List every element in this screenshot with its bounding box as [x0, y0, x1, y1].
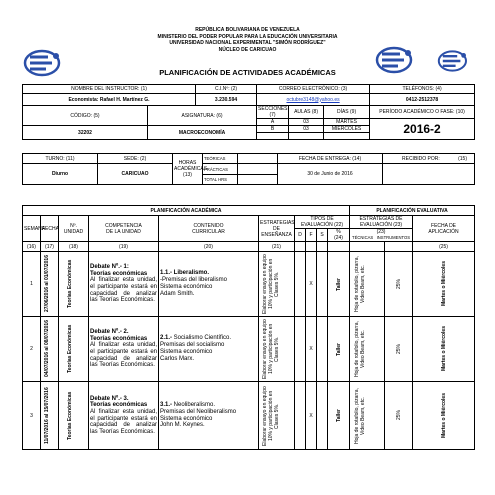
room-a: 03 — [289, 119, 324, 126]
eval-technique: Taller — [335, 342, 342, 356]
instructor-label: NOMBRE DEL INSTRUCTOR: (1) — [23, 85, 196, 94]
num-21: (21) — [259, 242, 295, 252]
col-cont-line-2: CURRICULAR — [192, 228, 225, 235]
content-line-4: Carlos Marx. — [160, 355, 195, 362]
email-label: CORREO ELECTRÓNICO: (3) — [257, 85, 370, 94]
application-date: Martes o Miércoles — [440, 392, 447, 439]
col-fapl-line-2: APLICACIÓN — [428, 228, 459, 235]
teaching-strategy: Elaborar ensayo en equipo 10% y participación en Clases 5%. — [261, 385, 280, 446]
col-semana: SEMANA — [23, 216, 41, 242]
eval-percentage: 25% — [395, 343, 402, 354]
content-line-2: -Premisas del liberalismo — [160, 277, 228, 284]
week-number: 2 — [23, 317, 41, 382]
col-s: S — [317, 229, 328, 242]
teaching-strategy: Elaborar ensayo en equipo 10% y participación en Clases 5%. — [261, 254, 280, 314]
num-16: (16) — [23, 242, 41, 252]
period-label: PERÍODO ACADÉMICO O FASE: (10) — [370, 106, 475, 119]
unit-name: Teorías Económicas — [66, 324, 73, 374]
num-19: (19) — [89, 242, 159, 252]
col-estrategias-evaluacion — [350, 216, 413, 229]
eval-technique: Taller — [335, 409, 342, 422]
received-num: (15) — [458, 155, 467, 162]
day-b: MIÉRCOLES — [324, 126, 370, 133]
content-line-2: Premisas del Neoliberalismo — [160, 408, 237, 415]
num-25: (25) — [413, 242, 475, 252]
sections-label: SECCIONES: (7) — [258, 106, 289, 118]
content-title: 2.1.- — [160, 335, 173, 342]
competence-cell — [89, 252, 159, 317]
content-title-rest: Socialismo Científico. — [172, 335, 232, 342]
col-d: D — [295, 229, 306, 242]
room-b: 03 — [289, 126, 324, 133]
col-comp-line-2: DE LA UNIDAD — [106, 228, 141, 235]
col-cont-line-1: CONTENIDO — [193, 222, 224, 229]
content-cell — [159, 317, 259, 382]
col-pct-symbol: % — [336, 229, 341, 235]
academic-planning-header: PLANIFICACIÓN ACADÉMICA — [23, 206, 350, 216]
period-value: 2016-2 — [370, 119, 475, 140]
unit-name: Teorías Económicas — [66, 391, 73, 440]
week-date: 04/07/2016 al 08/07/2016 — [43, 320, 50, 378]
subject-label: ASIGNATURA: (6) — [148, 106, 257, 126]
col-unidad-line-2: UNIDAD — [63, 228, 84, 235]
col-unidad-line-1: Nº. — [70, 222, 77, 229]
code-value: 32202 — [23, 126, 148, 140]
content-line-4: John M. Keynes. — [160, 422, 205, 429]
col-fecha-aplicacion — [413, 216, 475, 242]
page-title: PLANIFICACIÓN DE ACTIVIDADES ACADÉMICAS — [159, 68, 336, 77]
header-line-3: UNIVERSIDAD NACIONAL EXPERIMENTAL "SIMÓN RODRÍGUEZ" — [169, 40, 326, 46]
received-label: RECIBIDO POR: — [402, 155, 440, 162]
eval-instrument: Hoja de rotafolio, pizarra, Video Beam, etc. — [354, 256, 367, 312]
day-a: MARTES — [324, 119, 370, 126]
section-a: A — [257, 119, 289, 126]
col-pct-num: (24) — [334, 235, 343, 241]
received-cell — [383, 154, 475, 164]
ci-value: 3.230.594 — [196, 94, 257, 106]
content-line-3: Sistema económico — [160, 284, 213, 290]
header-line-2: MINISTERIO DEL PODER POPULAR PARA LA EDUCACIÓN UNIVERSITARIA — [157, 33, 338, 40]
debate-title: Debate Nº.- 2. — [90, 329, 129, 336]
evaluation-planning-header: PLANIFICACIÓN EVALUATIVA — [350, 206, 475, 216]
hours-label-line-3: (13) — [183, 172, 192, 178]
content-title: 1.1.- Liberalismo. — [160, 270, 210, 277]
eval-instrument: Hoja de rotafolio, pizarra, Video Beam, etc. — [354, 321, 367, 377]
debate-title: Debate Nº.- 1: — [90, 264, 129, 271]
col-fapl-line-1: FECHA DE — [431, 222, 457, 229]
debate-subtitle: Teorías económicas — [90, 270, 148, 277]
col-estreval-line-2: EVALUACIÓN (23) — [359, 222, 403, 228]
eval-percentage: 25% — [395, 278, 402, 289]
week-number: 1 — [23, 252, 41, 317]
col-tipos-evaluacion — [295, 216, 350, 229]
col-tipos-line-1: TIPOS DE — [310, 216, 334, 222]
site-label: SEDE: (2) — [98, 154, 173, 164]
num-20: (20) — [159, 242, 259, 252]
debate-text: Al finalizar esta unidad, el participante estará en capacidad de analizar las Teorías Económicas. — [90, 342, 157, 369]
hours-label-line-2: ACADÉMICAS — [174, 166, 208, 172]
week-date: 27/06/2016 al 01/07/2016 — [43, 255, 50, 313]
debate-text: Al finalizar esta unidad, el participante estará en capacidad de analizar las Teorías Económicas. — [90, 408, 157, 435]
course-info-table-2 — [22, 153, 475, 185]
col-tecnicas: TÉCNICAS — [352, 235, 374, 240]
content-line-4: Adam Smith. — [160, 290, 195, 297]
document-header — [0, 27, 495, 53]
eval-technique: Taller — [335, 277, 342, 291]
planning-table — [22, 205, 475, 450]
col-tipos-line-2: EVALUACIÓN (22) — [300, 222, 344, 228]
eval-mark: X — [306, 382, 317, 450]
instructor-value: Economista: Rafael H. Martínez G. — [23, 94, 196, 106]
content-line-2: Premisas del socialismo — [160, 342, 225, 349]
debate-subtitle: Teorías económicas — [90, 402, 148, 409]
content-line-3: Sistema económico — [160, 349, 213, 355]
eval-mark: X — [306, 317, 317, 382]
eval-mark: X — [306, 252, 317, 317]
site-value: CARICUAO — [98, 164, 173, 185]
phone-value: 0412-2512378 — [370, 94, 475, 106]
hours-label-line-1: HORAS — [178, 160, 197, 166]
content-line-3: Sistema económico — [160, 415, 213, 422]
content-cell — [159, 382, 259, 450]
col-estreval-line-1: ESTRATEGIAS DE — [359, 216, 403, 222]
shift-value: Diurno — [23, 164, 98, 185]
hours-practice: PRÁCTICAS — [203, 164, 238, 175]
col-comp-line-1: COMPETENCIA — [105, 222, 142, 229]
debate-subtitle: Teorías económicas — [90, 335, 148, 342]
unit-name: Teorías Económicas — [66, 259, 73, 309]
week-number: 3 — [23, 382, 41, 450]
phone-label: TELÉFONOS: (4) — [370, 85, 475, 94]
content-title: 3.1.- — [160, 401, 173, 408]
delivery-value: 30 de Junio de 2016 — [278, 164, 383, 185]
subject-value: MACROECONOMÍA — [148, 126, 257, 140]
ci-label: C.I.Nº: (2) — [196, 85, 257, 94]
col-estreval-subhead — [350, 229, 413, 242]
hours-total: TOTAL HRS — [203, 175, 238, 185]
col-unidad — [59, 216, 89, 242]
col-estreval-line-3: (23) — [376, 229, 386, 235]
section-b: B — [257, 126, 289, 133]
table-row — [23, 252, 475, 317]
delivery-label: FECHA DE ENTREGA: (14) — [278, 154, 383, 164]
header-line-1: REPÚBLICA BOLIVARIANA DE VENEZUELA — [195, 27, 300, 33]
col-fecha: FECHA — [41, 216, 59, 242]
competence-cell — [89, 382, 159, 450]
hours-theory: TEÓRICAS — [203, 154, 238, 164]
col-instrumentos: INSTRUMENTOS — [376, 235, 411, 240]
code-label: CÓDIGO: (5) — [23, 106, 148, 126]
application-date: Martes o Miércoles — [440, 261, 447, 307]
eval-instrument: Hoja de rotafolio, pizarra, Video Beam, etc. — [354, 387, 367, 444]
num-18: (18) — [59, 242, 89, 252]
application-date: Martes o Miércoles — [440, 326, 447, 372]
shift-label: TURNO: (11) — [23, 154, 98, 164]
rooms-label: AULAS (8) — [289, 106, 324, 119]
col-estrategias — [259, 216, 295, 242]
col-estr-line-2: DE ENSEÑANZA — [261, 225, 292, 238]
col-estr-line-1: ESTRATEGIAS — [260, 219, 295, 226]
content-cell — [159, 252, 259, 317]
col-competencia — [89, 216, 159, 242]
teaching-strategy: Elaborar ensayo en equipo 10% y participación en Clases 5%. — [261, 319, 280, 379]
content-title-rest: Neoliberalismo. — [172, 401, 216, 408]
col-pct — [328, 229, 350, 242]
col-contenido — [159, 216, 259, 242]
days-label: DÍAS (9) — [324, 106, 370, 119]
header-line-4: NÚCLEO DE CARICUAO — [218, 46, 277, 53]
num-17: (17) — [41, 242, 59, 252]
week-date: 11/07/2016 al 15/07/2016 — [43, 387, 50, 444]
email-link[interactable]: octubre3148@yahoo.es — [257, 94, 370, 106]
debate-title: Debate Nº.- 3. — [90, 395, 129, 402]
col-f: F — [306, 229, 317, 242]
table-row — [23, 382, 475, 450]
eval-percentage: 25% — [395, 410, 402, 421]
hours-label — [173, 154, 208, 185]
table-row — [23, 317, 475, 382]
competence-cell — [89, 317, 159, 382]
course-info-table — [22, 84, 475, 140]
debate-text: Al finalizar esta unidad, el participante estará en capacidad de analizar las Teorías Económicas. — [90, 277, 157, 304]
